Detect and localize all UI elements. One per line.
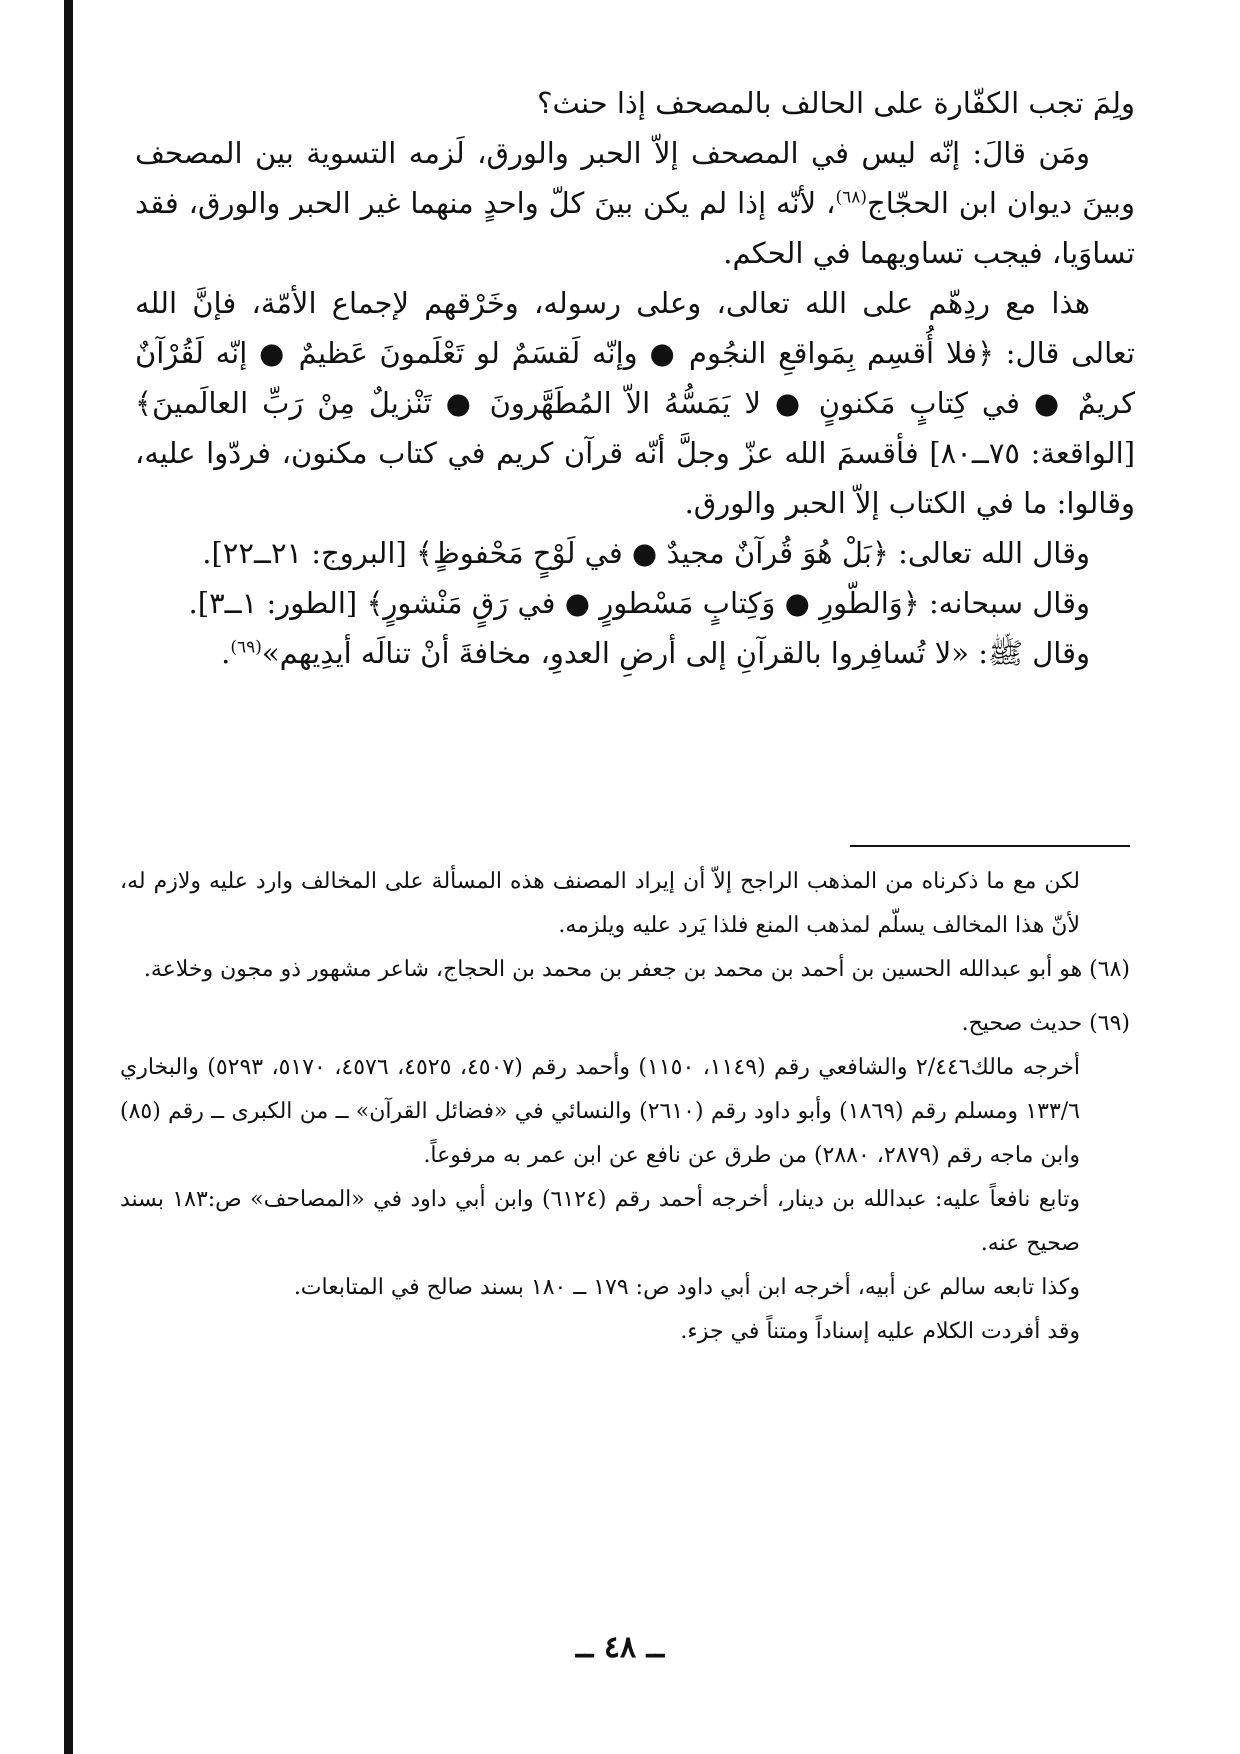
- footnote-separator: [850, 845, 1130, 847]
- footnote-68: (٦٨) هو أبو عبدالله الحسين بن أحمد بن محمد بن جعفر بن محمد بن الحجاج، شاعر مشهور ذو مجون وخلاعة.: [143, 957, 1130, 982]
- footnote-ref-69[interactable]: (٦٩): [230, 637, 262, 658]
- footnote-continued: لكن مع ما ذكرناه من المذهب الراجح إلاّ أن إيراد المصنف هذه المسألة على المخالف وارد عليه ولازم له، لأنّ هذا المخالف يسلّم لمذهب المنع فلذا يَرد عليه ويلزمه.: [120, 869, 1080, 938]
- page-body: [135, 78, 1135, 678]
- footnotes: [120, 860, 1130, 1354]
- paragraph-2: ومَن قالَ: إنّه ليس في المصحف إلاّ الحبر والورق، لَزمه التسوية بين المصحف وبينَ ديوان ابن الحجّاج$^{(٦٨)}$، لأنّه إذا لم يكن بينَ كلّ واحدٍ منهما غير الحبر والورق، فقد تساوَيا، فيجب تساويهما في الحكم.: [135, 136, 1135, 270]
- footnote-69-head: (٦٩) حديث صحيح.: [961, 1011, 1130, 1036]
- footnote-ref-68[interactable]: (٦٨): [835, 187, 867, 208]
- main-text: [135, 78, 1135, 678]
- footnote-69-line-4: وقد أفردت الكلام عليه إسناداً ومتناً في جزء.: [680, 1319, 1080, 1344]
- paragraph-4: وقال الله تعالى: ﴿بَلْ هُوَ قُرآنٌ مجيدٌ ● في لَوْحٍ مَحْفوظٍ﴾ [البروج: ٢١ــ٢٢].: [202, 536, 1090, 570]
- paragraph-6: وقال ﷺ: «لا تُسافِروا بالقرآنِ إلى أرضِ العدوِ، مخافةَ أنْ تنالَه أيدِيهم»$^{(٦٩)}$.: [221, 636, 1090, 670]
- paragraph-1: ولِمَ تجب الكفّارة على الحالف بالمصحف إذا حنث؟: [537, 86, 1135, 120]
- footnote-69-line-2: وتابع نافعاً عليه: عبدالله بن دينار، أخرجه أحمد رقم (٦١٢٤) وابن أبي داود في «المصاحف» ص:١٨٣ بسند صحيح عنه.: [120, 1187, 1080, 1256]
- binding-edge: [64, 0, 73, 1754]
- paragraph-5: وقال سبحانه: ﴿وَالطّورِ ● وَكِتابٍ مَسْطورٍ ● في رَقٍ مَنْشورٍ﴾ [الطور: ١ــ٣].: [188, 586, 1090, 620]
- page-number: ــ ٤٨ ــ: [575, 1630, 665, 1665]
- paragraph-3: هذا مع ردِهّم على الله تعالى، وعلى رسوله، وخَرْقهم لإجماع الأمّة، فإنَّ الله تعالى قال: ﴿فلا أُقسِم بِمَواقعِ النجُوم ● وإنّه لَقسَمٌ لو تَعْلَمونَ عَظيمٌ ● إنّه لَقُرْآنٌ كريمٌ ● في كِتابٍ مَكنونٍ ● لا يَمَسُّهُ الاّ المُطَهَّرونَ ● تَنْزيلٌ مِنْ رَبِّ العالَمينَ﴾ [الواقعة: ٧٥ــ٨٠] فأقسمَ الله عزّ وجلَّ أنّه قرآن كريم في كتاب مكنون، فردّوا عليه، وقالوا: ما في الكتاب إلاّ الحبر والورق.: [135, 286, 1136, 520]
- footnote-69-line-3: وكذا تابعه سالم عن أبيه، أخرجه ابن أبي داود ص: ١٧٩ ــ ١٨٠ بسند صالح في المتابعات.: [293, 1275, 1080, 1300]
- footnote-69-line-1: أخرجه مالك٢/٤٤٦ والشافعي رقم (١١٤٩، ١١٥٠) وأحمد رقم (٤٥٠٧، ٤٥٢٥، ٤٥٧٦، ٥١٧٠، ٥٢٩٣) والبخاري ١٣٣/٦ ومسلم رقم (١٨٦٩) وأبو داود رقم (٢٦١٠) والنسائي في «فضائل القرآن» ــ من الكبرى ــ رقم (٨٥) وابن ماجه رقم (٢٨٧٩، ٢٨٨٠) من طرق عن نافع عن ابن عمر به مرفوعاً.: [120, 1055, 1080, 1168]
